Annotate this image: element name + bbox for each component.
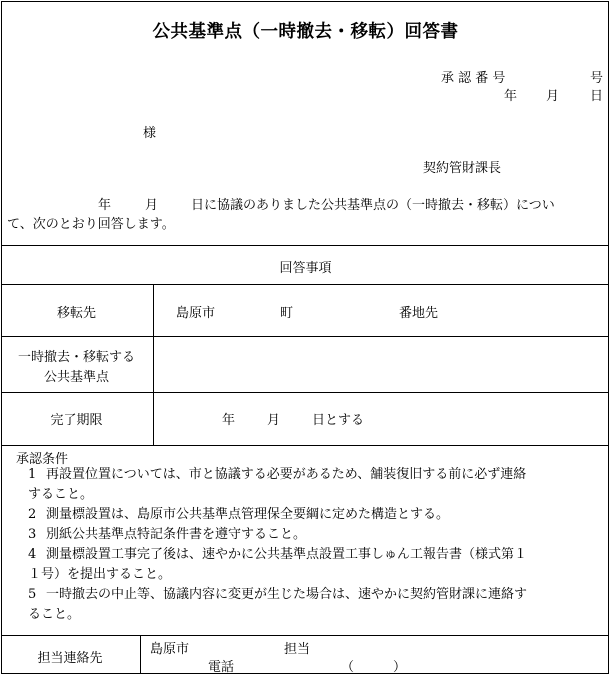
condition-text-line1: 別紙公共基準点特記条件書を遵守すること。 xyxy=(46,527,307,542)
deadline-day: 日とする xyxy=(312,413,365,428)
deadline-month: 月 xyxy=(267,413,281,428)
condition-text-line2: １号）を提出すること。 xyxy=(28,567,172,582)
deadline-year: 年 xyxy=(222,413,236,428)
intro-text-line1: 日に協議のありました公共基準点の（一時撤去・移転）につい xyxy=(191,198,555,213)
divider xyxy=(1,392,609,393)
divider xyxy=(1,635,609,636)
point-label-line1: 一時撤去・移転する xyxy=(17,350,135,365)
table-column-divider xyxy=(140,635,141,674)
date-year: 年 xyxy=(504,89,518,104)
condition-number: 5 xyxy=(28,587,37,602)
condition-number: 1 xyxy=(28,467,37,482)
destination-label: 移転先 xyxy=(56,306,96,321)
contact-phone-label: 電話 xyxy=(208,660,235,675)
divider xyxy=(1,336,609,337)
condition-item xyxy=(10,525,602,545)
destination-town: 町 xyxy=(280,306,294,321)
condition-number: 2 xyxy=(28,507,37,522)
condition-text-line1: 一時撤去の中止等、協議内容に変更が生じた場合は、速やかに契約管財課に連絡す xyxy=(46,587,528,602)
intro-year: 年 xyxy=(98,198,112,213)
condition-text-line1: 再設置位置については、市と協議する必要があるため、舗装復旧する前に必ず連絡 xyxy=(46,467,527,482)
date-month: 月 xyxy=(546,89,560,104)
condition-text-line2: すること。 xyxy=(28,487,94,502)
intro-month: 月 xyxy=(145,198,159,213)
point-label-line2: 公共基準点 xyxy=(43,370,109,385)
document-title: 公共基準点（一時撤去・移転）回答書 xyxy=(152,22,459,42)
condition-text-line2: ること。 xyxy=(28,607,81,622)
sender-title: 契約管財課長 xyxy=(423,161,502,176)
condition-text-line1: 測量標設置工事完了後は、速やかに公共基準点設置工事しゅん工報告書（様式第１ xyxy=(46,547,528,562)
contact-label: 担当連絡先 xyxy=(37,651,103,666)
condition-item xyxy=(10,545,602,585)
conditions-heading: 承認条件 xyxy=(16,452,69,467)
approval-number-suffix: 号 xyxy=(590,71,604,86)
table-column-divider xyxy=(153,284,154,445)
deadline-label: 完了期限 xyxy=(50,413,103,428)
condition-text-line1: 測量標設置は、島原市公共基準点管理保全要綱に定めた構造とする。 xyxy=(46,507,450,522)
approval-number-label: 承 認 番 号 xyxy=(441,71,506,86)
divider xyxy=(1,245,609,246)
destination-city: 島原市 xyxy=(176,306,216,321)
condition-item xyxy=(10,505,602,525)
condition-number: 4 xyxy=(28,547,37,562)
answer-header: 回答事項 xyxy=(279,261,332,276)
destination-lot: 番地先 xyxy=(399,306,439,321)
condition-number: 3 xyxy=(28,527,37,542)
divider xyxy=(1,284,609,285)
intro-text-line2: て、次のとおり回答します。 xyxy=(7,217,175,232)
addressee-suffix: 様 xyxy=(143,126,157,141)
contact-phone-parens: （ ） xyxy=(341,660,407,675)
contact-person: 担当 xyxy=(284,642,311,657)
condition-item xyxy=(10,465,602,505)
date-day: 日 xyxy=(590,89,604,104)
divider xyxy=(1,445,609,446)
contact-city: 島原市 xyxy=(150,642,190,657)
condition-item xyxy=(10,585,602,625)
